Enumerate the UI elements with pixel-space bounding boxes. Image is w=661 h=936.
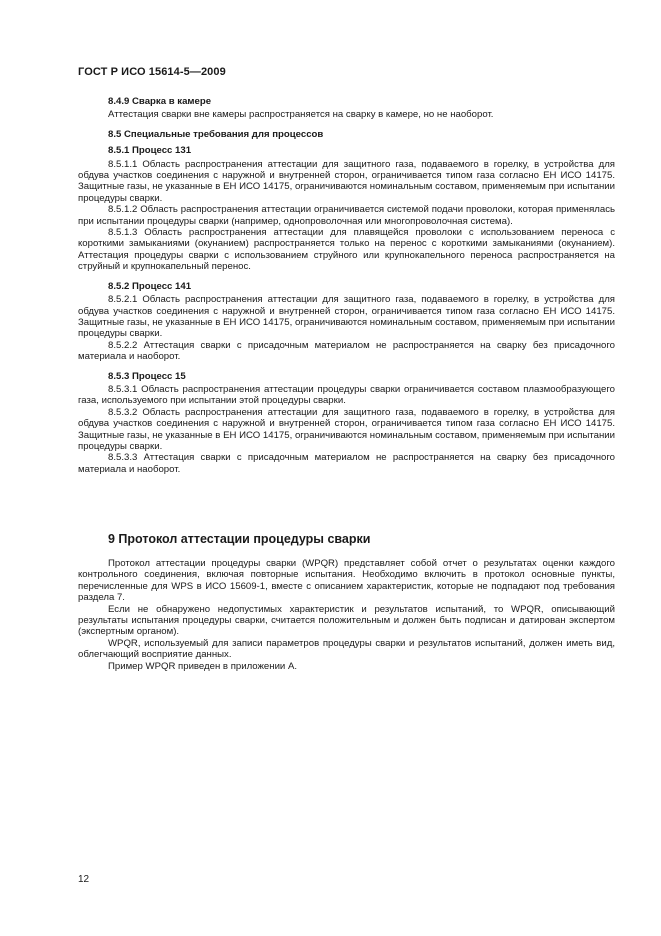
paragraph-9-3: WPQR, используемый для записи параметров процедуры сварки и результатов испытаний, должен иметь вид, облегчающий восприятие данных. <box>78 637 615 661</box>
heading-8-5-1: 8.5.1 Процесс 131 <box>108 145 192 157</box>
paragraph-9-2: Если не обнаружено недопустимых характеристик и результатов испытаний, то WPQR, описывающий результаты испытания процедуры сварки, считается положительным и должен быть подписан и датирован экспертом (экспертным органом). <box>78 603 615 638</box>
heading-8-5-2: 8.5.2 Процесс 141 <box>108 280 192 292</box>
paragraph-8-5-3-3: 8.5.3.3 Аттестация сварки с присадочным материалом не распространяется на сварку без присадочного материала и наоборот. <box>78 452 615 475</box>
standard-header: ГОСТ Р ИСО 15614-5—2009 <box>78 66 226 78</box>
section-9-heading-block <box>78 531 615 547</box>
paragraph-8-5-1-1: 8.5.1.1 Область распространения аттестации для защитного газа, подаваемого в горелку, в устройства для обдува участков соединения с наружной и внутренней сторон, ограничивается типом газа согласно ЕН ИСО 14175. Защитные газы, не указанные в ЕН ИСО 14175, ограничиваются номинальным составом, применяемым при испытании процедуры сварки. <box>78 158 615 204</box>
paragraph-9-1: Протокол аттестации процедуры сварки (WPQR) представляет собой отчет о результатах оценки каждого контрольного соединения, включая повторные испытания. Необходимо включить в протокол основные пункты, перечисленные для WPS в ИСО 15609-1, вместе с описанием характеристик, которые не подпадают под требования раздела 7. <box>78 558 615 604</box>
paragraph-9-4: Пример WPQR приведен в приложении А. <box>108 660 298 672</box>
heading-8-5: 8.5 Специальные требования для процессов <box>108 128 324 140</box>
paragraph-8-5-2-1: 8.5.2.1 Область распространения аттестации для защитного газа, подаваемого в горелку, в устройства для обдува участков соединения с наружной и внутренней сторон, ограничивается типом газа согласно ЕН ИСО 14175. Защитные газы, не указанные в ЕН ИСО 14175, ограничиваются номинальным составом, применяемым при испытании процедуры сварки. <box>78 294 615 340</box>
heading-8-4-9: 8.4.9 Сварка в камере <box>108 96 212 107</box>
paragraph-8-5-1-3: 8.5.1.3 Область распространения аттестации для плавящейся проволоки с использованием переноса с короткими замыканиями (окунанием) распространяется только на перенос с короткими замыканиями (окунанием). Аттестация процедуры сварки с использованием струйного или крупнокапельного переноса распространяется на струйный и крупнокапельный перенос. <box>78 227 615 273</box>
paragraph-8-5-3-1: 8.5.3.1 Область распространения аттестации процедуры сварки ограничивается составом плазмообразующего газа, используемого при испытании этой процедуры сварки. <box>78 383 615 407</box>
section-8-content <box>78 96 615 475</box>
paragraph-8-5-1-2: 8.5.1.2 Область распространения аттестации ограничивается системой подачи проволоки, которая применялась при испытании процедуры сварки (например, однопроволочная или многопроволочная система). <box>78 204 615 227</box>
heading-8-5-3: 8.5.3 Процесс 15 <box>108 370 186 382</box>
paragraph-8-5-2-2: 8.5.2.2 Аттестация сварки с присадочным материалом не распространяется на сварку без присадочного материала и наоборот. <box>78 339 615 363</box>
heading-9: 9 Протокол аттестации процедуры сварки <box>108 532 371 546</box>
page-number: 12 <box>78 874 90 885</box>
paragraph-8-5-3-2: 8.5.3.2 Область распространения аттестации для защитного газа, подаваемого в горелку, в устройства для обдува участков соединения с наружной и внутренней сторон, ограничивается типом газа согласно ЕН ИСО 14175. Защитные газы, не указанные в ЕН ИСО 14175, ограничиваются номинальным составом, применяемым при испытании процедуры сварки. <box>78 406 615 452</box>
paragraph-8-4-9: Аттестация сварки вне камеры распространяется на сварку в камере, но не наоборот. <box>108 109 494 121</box>
section-9-content <box>78 558 615 672</box>
